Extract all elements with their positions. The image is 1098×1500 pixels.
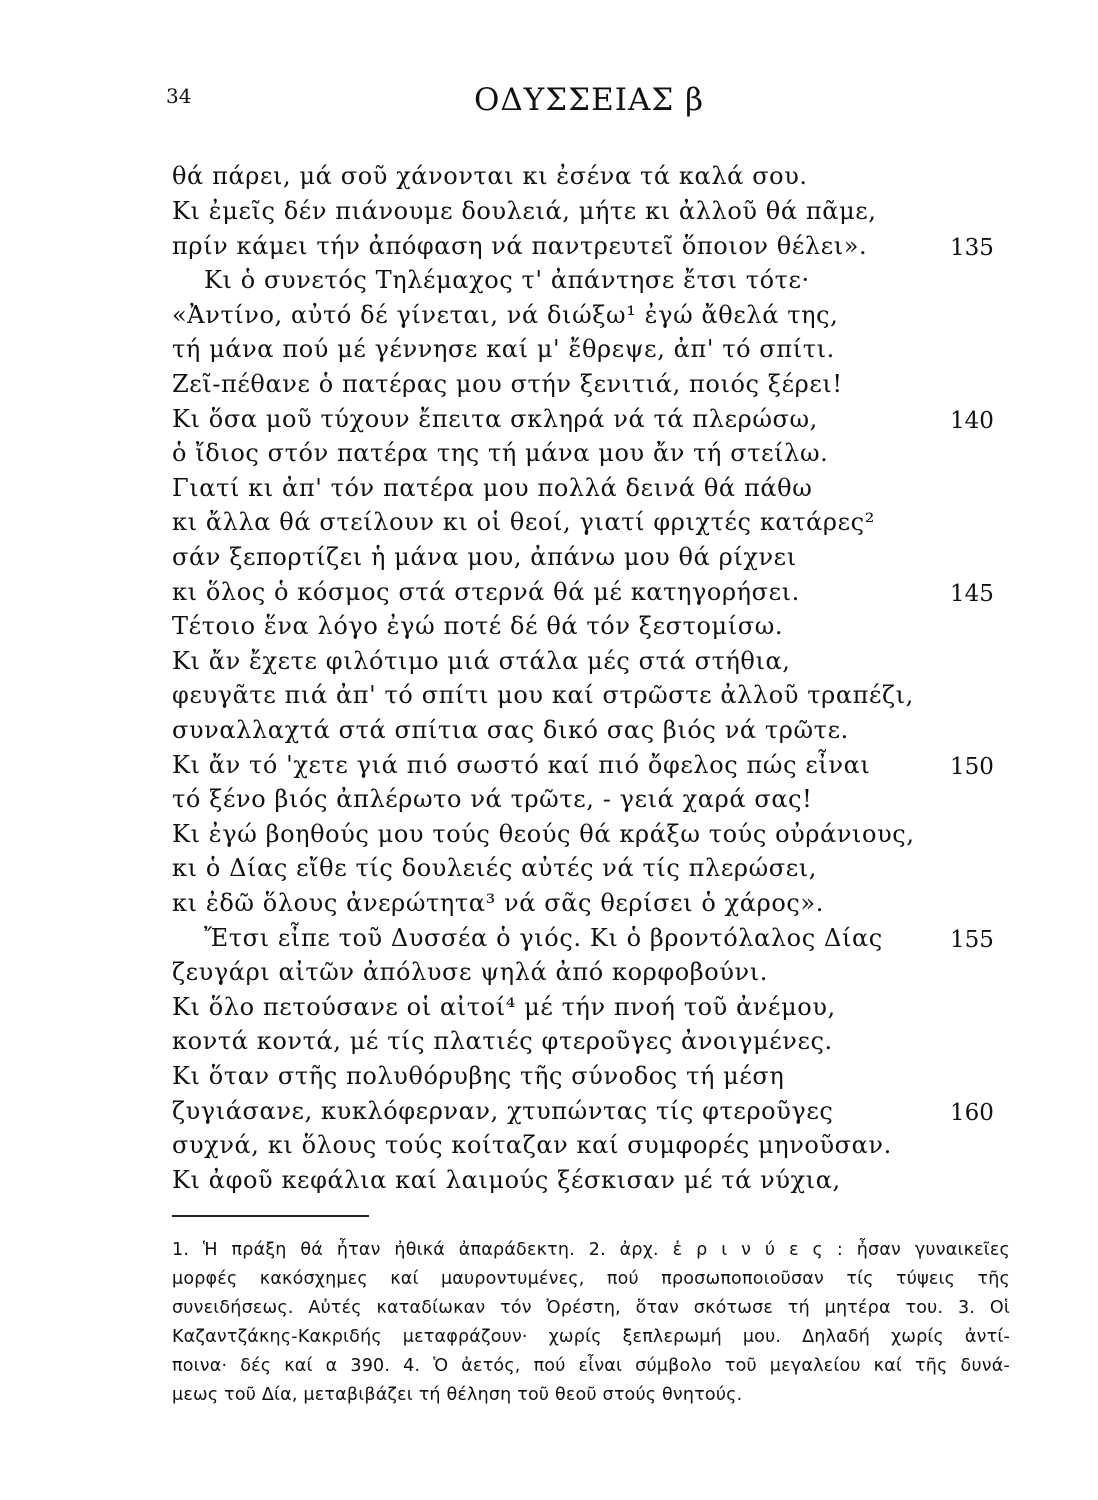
line-number: 140 — [950, 408, 994, 434]
footnote-line: Καζαντζάκης-Κακριδής μεταφράζουν· χωρίς ξεπλερωμή μου. Δηλαδή χωρίς ἀντί- — [172, 1327, 1010, 1347]
verse-line: τό ξένο βιός ἀπλέρωτο νά τρῶτε, - γειά χαρά σας! — [172, 785, 813, 813]
verse-line: Κι ἐμεῖς δέν πιάνουμε δουλειά, μήτε κι ἀλλοῦ θά πᾶμε, — [172, 197, 877, 225]
footnote-line: μορφές κακόσχημες καί μαυροντυμένες, πού προσωποποιοῦσαν τίς τύψεις τῆς — [172, 1269, 1010, 1289]
verse-line: φευγᾶτε πιά ἀπ' τό σπίτι μου καί στρῶστε ἀλλοῦ τραπέζι, — [172, 681, 914, 709]
verse-line: Ἔτσι εἶπε τοῦ Δυσσέα ὁ γιός. Κι ὁ βροντόλαλος Δίας — [204, 924, 883, 952]
verse-line: θά πάρει, μά σοῦ χάνονται κι ἐσένα τά καλά σου. — [172, 162, 808, 190]
footnote-line: ποινα· δές καί α 390. 4. Ὁ ἀετός, πού εἶναι σύμβολο τοῦ μεγαλείου καί τῆς δυνά- — [172, 1356, 1010, 1376]
verse-line: Κι ἄν τό 'χετε γιά πιό σωστό καί πιό ὄφελος πώς εἶναι — [172, 751, 871, 779]
verse-line: Κι ὁ συνετός Τηλέμαχος τ' ἀπάντησε ἔτσι τότε· — [204, 266, 810, 294]
line-number: 135 — [950, 235, 994, 261]
verse-line: «Ἀντίνο, αὐτό δέ γίνεται, νά διώξω¹ ἐγώ ἄθελά της, — [172, 301, 839, 329]
verse-line: Γιατί κι ἀπ' τόν πατέρα μου πολλά δεινά θά πάθω — [172, 474, 813, 502]
verse-line: Ζεῖ-πέθανε ὁ πατέρας μου στήν ξενιτιά, ποιός ξέρει! — [172, 370, 843, 398]
line-number: 145 — [950, 581, 994, 607]
verse-line: συναλλαχτά στά σπίτια σας δικό σας βιός νά τρῶτε. — [172, 716, 849, 744]
verse-line: ὁ ἴδιος στόν πατέρα της τή μάνα μου ἄν τή στείλω. — [172, 439, 829, 467]
verse-line: Κι ἐγώ βοηθούς μου τούς θεούς θά κράξω τούς οὐράνιους, — [172, 820, 915, 848]
line-number: 150 — [950, 754, 994, 780]
verse-line: συχνά, κι ὅλους τούς κοίταζαν καί συμφορές μηνοῦσαν. — [172, 1131, 892, 1159]
footnote-line: μεως τοῦ Δία, μεταβιβάζει τή θέληση τοῦ θεοῦ στούς θνητούς. — [172, 1385, 743, 1405]
verse-line: κι ἐδῶ ὅλους ἀνερώτητα³ νά σᾶς θερίσει ὁ χάρος». — [172, 889, 824, 917]
verse-line: Τέτοιο ἕνα λόγο ἐγώ ποτέ δέ θά τόν ξεστομίσω. — [172, 612, 784, 640]
line-number: 155 — [950, 927, 994, 953]
footnote-line: συνειδήσεως. Αὐτές καταδίωκαν τόν Ὀρέστη, ὅταν σκότωσε τή μητέρα του. 3. Οἱ — [172, 1298, 1010, 1318]
verse-line: Κι ὅταν στῆς πολυθόρυβης τῆς σύνοδος τή μέση — [172, 1062, 785, 1090]
verse-line: Κι ἀφοῦ κεφάλια καί λαιμούς ξέσκισαν μέ τά νύχια, — [172, 1166, 841, 1194]
verse-line: τή μάνα πού μέ γέννησε καί μ' ἔθρεψε, ἀπ' τό σπίτι. — [172, 335, 835, 363]
footnotes — [172, 1236, 1010, 1410]
line-number: 160 — [950, 1100, 994, 1126]
verse-line: κι ἄλλα θά στείλουν κι οἱ θεοί, γιατί φριχτές κατάρες² — [172, 508, 875, 536]
running-title: ΟΔΥΣΣΕΙΑΣ β — [473, 82, 705, 118]
verse-line: ζυγιάσανε, κυκλόφερναν, χτυπώντας τίς φτεροῦγες — [172, 1097, 834, 1125]
footnote-divider — [172, 1215, 369, 1217]
verse-line: Κι ὅλο πετούσανε οἱ αἰτοί⁴ μέ τήν πνοή τοῦ ἀνέμου, — [172, 993, 836, 1021]
footnote-line: 1. Ἡ πράξη θά ἦταν ἠθικά ἀπαράδεκτη. 2. ἀρχ. ἐ ρ ι ν ύ ε ς : ἦσαν γυναικεῖες — [172, 1240, 1010, 1260]
verse-line: σάν ξεπορτίζει ἡ μάνα μου, ἀπάνω μου θά ρίχνει — [172, 543, 797, 571]
verse-line: ζευγάρι αἰτῶν ἀπόλυσε ψηλά ἀπό κορφοβούνι. — [172, 958, 768, 986]
verse-line: Κι ὅσα μοῦ τύχουν ἔπειτα σκληρά νά τά πλερώσω, — [172, 405, 818, 433]
verse-line: κι ὁ Δίας εἴθε τίς δουλειές αὐτές νά τίς πλερώσει, — [172, 854, 818, 882]
verse-line: κι ὅλος ὁ κόσμος στά στερνά θά μέ κατηγορήσει. — [172, 578, 800, 606]
verse-line: πρίν κάμει τήν ἀπόφαση νά παντρευτεῖ ὅποιον θέλει». — [172, 232, 868, 260]
verse-line: κοντά κοντά, μέ τίς πλατιές φτεροῦγες ἀνοιγμένες. — [172, 1027, 833, 1055]
page-number: 34 — [166, 84, 192, 108]
verse-line: Κι ἄν ἔχετε φιλότιμο μιά στάλα μές στά στήθια, — [172, 647, 791, 675]
